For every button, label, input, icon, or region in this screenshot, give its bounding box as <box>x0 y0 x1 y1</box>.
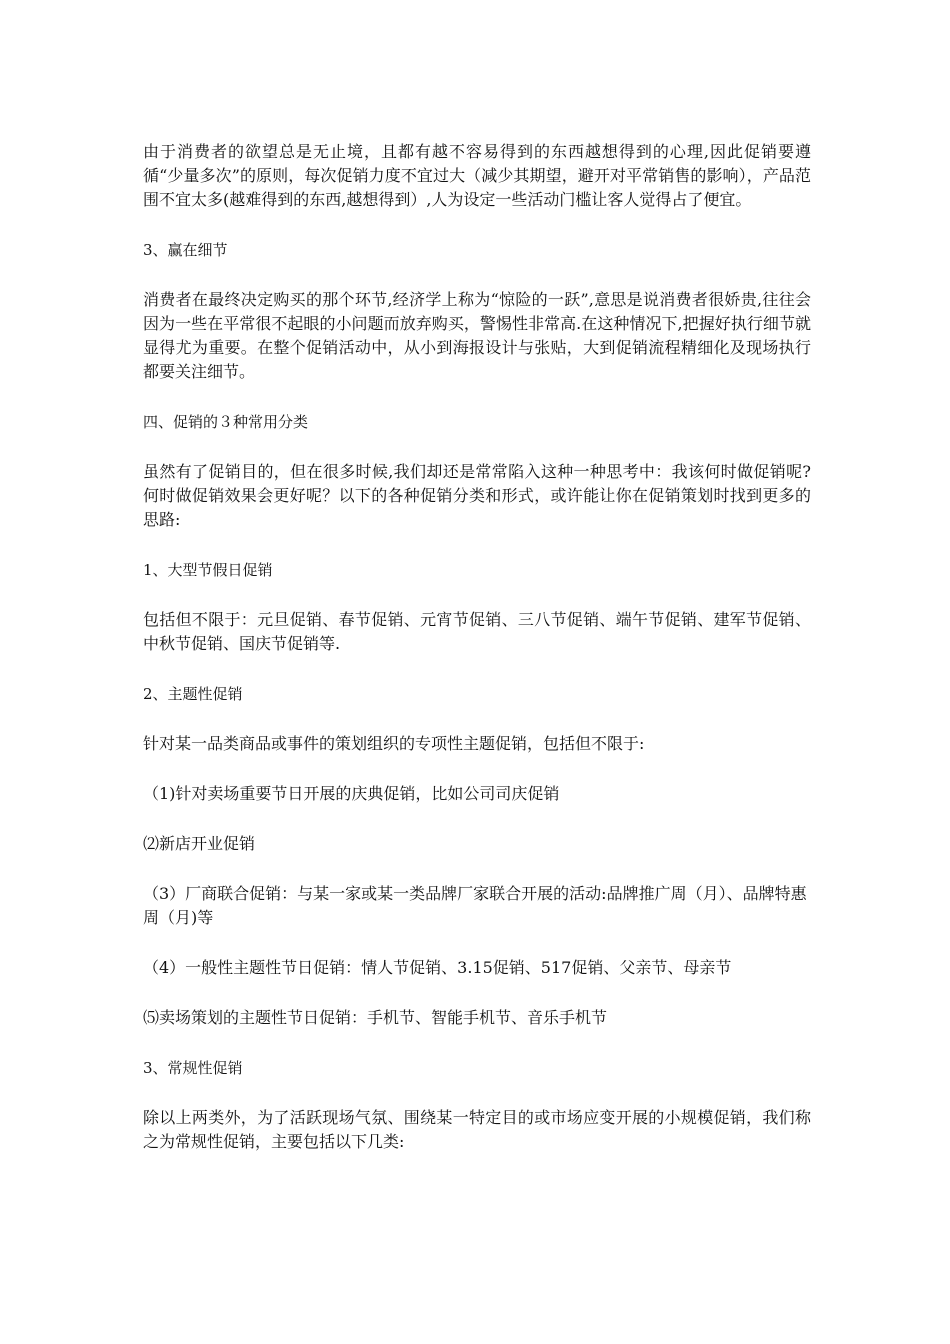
paragraph-intro-categories: 虽然有了促销目的，但在很多时候,我们却还是常常陷入这种一种思考中：我该何时做促销呢?何时做促销效果会更好呢？以下的各种促销分类和形式，或许能让你在促销策划时找到更多的思路: <box>143 462 811 529</box>
list-item: （3）厂商联合促销：与某一家或某一类品牌厂家联合开展的活动:品牌推广周（月）、品牌特惠周（月)等 <box>143 884 807 927</box>
paragraph-holiday-list: 包括但不限于：元旦促销、春节促销、元宵节促销、三八节促销、端午节促销、建军节促销、中秋节促销、国庆节促销等. <box>143 610 811 653</box>
section-heading-holiday-promotion: 1、大型节假日促销 <box>143 561 273 579</box>
section-heading-regular-promotion: 3、常规性促销 <box>143 1059 243 1077</box>
document-page <box>143 140 811 1180</box>
list-item: （1)针对卖场重要节日开展的庆典促销，比如公司司庆促销 <box>143 784 560 803</box>
section-heading-win-in-details: 3、赢在细节 <box>143 241 228 259</box>
paragraph-min-frequency-principle: 由于消费者的欲望总是无止境，且都有越不容易得到的东西越想得到的心理,因此促销要遵循“少量多次”的原则，每次促销力度不宜过大（减少其期望，避开对平常销售的影响），产品范围不宜太多(越难得到的东西,越想得到）,人为设定一些活动门槛让客人觉得占了便宜。 <box>143 142 811 209</box>
section-heading-theme-promotion: 2、主题性促销 <box>143 685 243 703</box>
list-item: ⑵新店开业促销 <box>143 834 256 853</box>
paragraph-theme-intro: 针对某一品类商品或事件的策划组织的专项性主题促销，包括但不限于: <box>143 734 645 753</box>
paragraph-details: 消费者在最终决定购买的那个环节,经济学上称为“惊险的一跃”,意思是说消费者很娇贵,往往会因为一些在平常很不起眼的小问题而放弃购买，警惕性非常高.在这种情况下,把握好执行细节就显得尤为重要。在整个促销活动中，从小到海报设计与张贴，大到促销流程精细化及现场执行都要关注细节。 <box>143 290 811 381</box>
section-heading-three-categories: 四、促销的３种常用分类 <box>143 413 309 431</box>
paragraph-regular-intro: 除以上两类外，为了活跃现场气氛、围绕某一特定目的或市场应变开展的小规模促销，我们称之为常规性促销，主要包括以下几类: <box>143 1108 811 1151</box>
list-item: （4）一般性主题性节日促销：情人节促销、3.15促销、517促销、父亲节、母亲节 <box>143 958 732 977</box>
list-item: ⑸卖场策划的主题性节日促销：手机节、智能手机节、音乐手机节 <box>143 1008 608 1027</box>
